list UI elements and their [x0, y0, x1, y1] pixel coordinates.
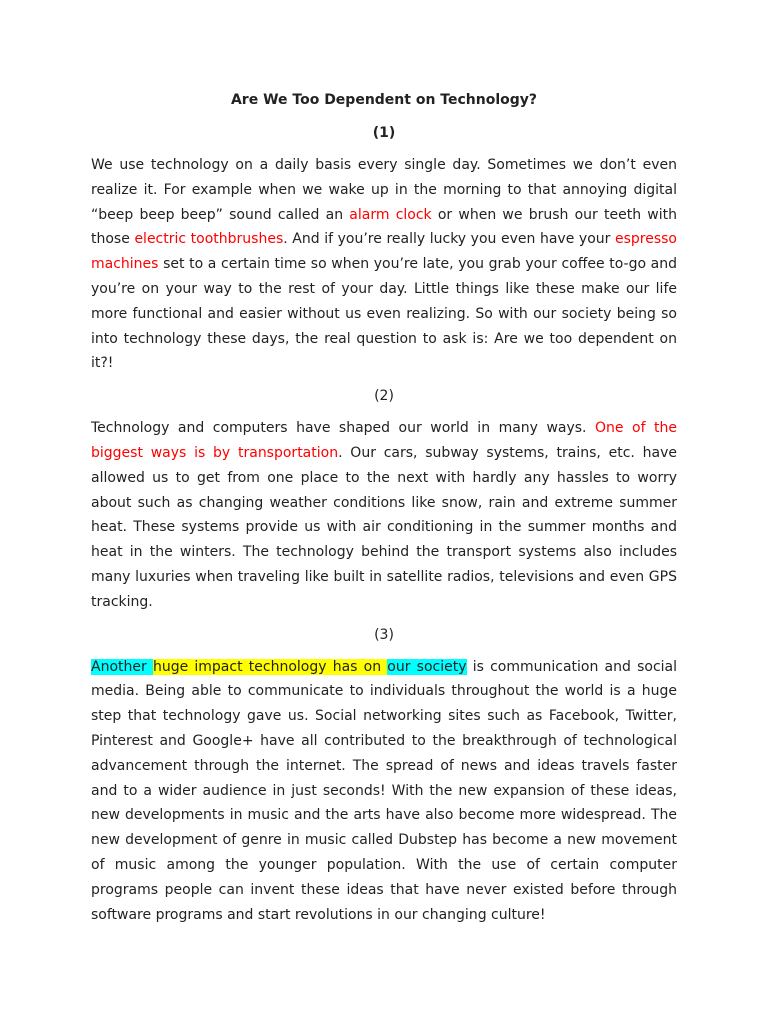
text-run: Technology and computers have shaped our world in many ways.: [91, 420, 596, 437]
text-run: . Our cars, subway systems, trains, etc. have allowed us to get from one place to the next with hardly any hassles to worry about such as changing weather conditions like snow, rain and extreme summer heat. These systems provide us with air conditioning in the summer months and heat in the winters. The technology behind the transport systems also includes many luxuries when traveling like built in satellite radios, televisions and even GPS tracking.: [91, 444, 677, 610]
section-number-3: (3): [374, 626, 394, 643]
highlight-cyan-our-society: our society: [387, 658, 467, 675]
highlight-yellow-huge-impact: huge impact technology has on: [152, 658, 388, 675]
text-run: set to a certain time so when you’re late, you grab your coffee to-go and you’re on your way to the rest of your day. Little things like these make our life more functional and easier without us even realizing. So with our society being so into technology these days, the real question to ask is: Are we too dependent on it?!: [91, 256, 677, 372]
red-text-transportation: One of the biggest ways is by transportation: [91, 420, 677, 461]
red-text-espresso-machines: espresso machines: [91, 231, 677, 273]
document-title: Are We Too Dependent on Technology?: [230, 92, 538, 108]
document-page: [91, 88, 677, 935]
paragraph-1: [91, 153, 677, 376]
text-run: or when we brush our teeth with those: [91, 206, 677, 248]
text-run: . And if you’re really lucky you even have your: [283, 231, 615, 248]
section-number-2: (2): [374, 388, 394, 405]
text-run: We use technology on a daily basis every single day. Sometimes we don’t even realize it. For example when we wake up in the morning to that annoying digital “beep beep beep” sound called an: [91, 157, 677, 223]
paragraph-3: [91, 655, 677, 928]
paragraph-2: [91, 416, 677, 614]
red-text-alarm-clock: alarm clock: [349, 206, 432, 223]
highlight-cyan-another: Another: [91, 658, 153, 675]
red-text-electric-toothbrushes: electric toothbrushes: [134, 231, 284, 248]
text-run: is communication and social media. Being able to communicate to individuals throughout the world is a huge step that technology gave us. Social networking sites such as Facebook, Twitter, Pinterest and Google+ have all contributed to the breakthrough of technological advancement through the internet. The spread of news and ideas travels faster and to a wider audience in just seconds! With the new expansion of these ideas, new developments in music and the arts have also become more widespread. The new development of genre in music called Dubstep has become a new movement of music among the younger population. With the use of certain computer programs people can invent these ideas that have never existed before through software programs and start revolutions in our changing culture!: [91, 658, 677, 923]
section-number-1: (1): [372, 125, 396, 141]
